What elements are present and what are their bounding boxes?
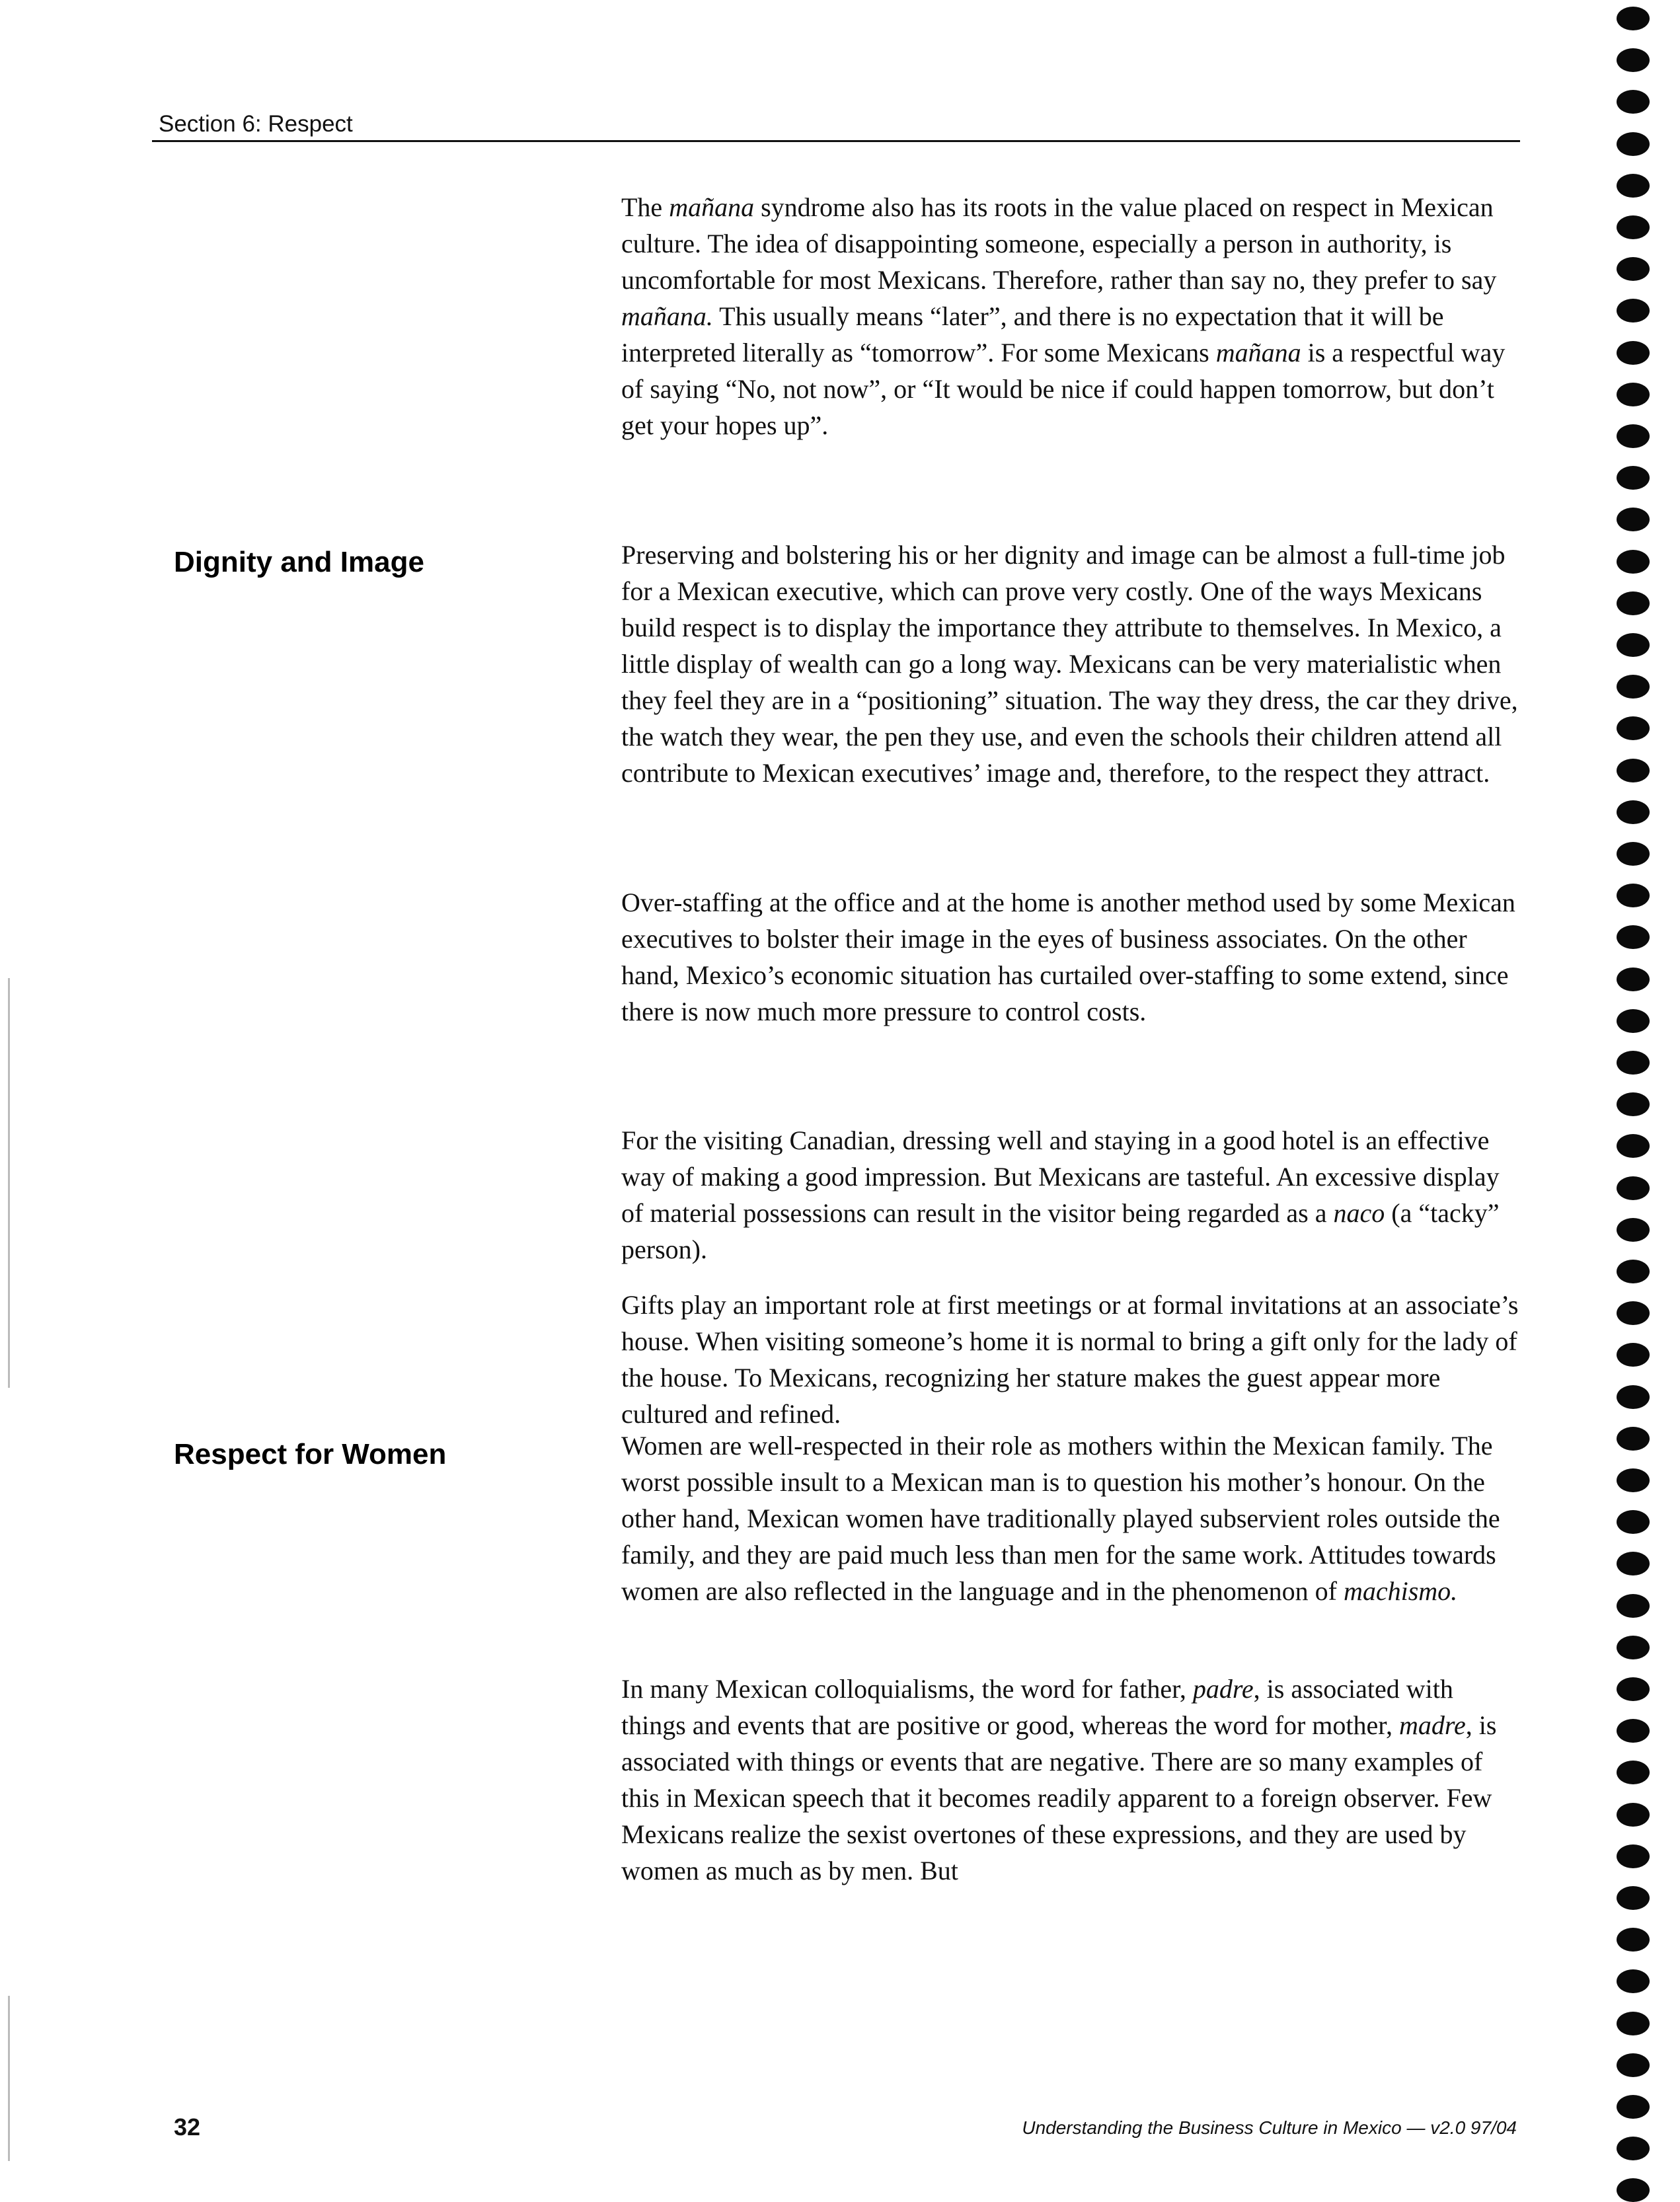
scan-margin-line (8, 1996, 10, 2161)
paragraph-over-staffing: Over-staffing at the office and at the home is another method used by some Mexican executives to bolster their image in the eyes of business associates. On the other hand, Mexico’s economic situation has curtailed over-staffing to some extend, since there is now much more pressure to control costs. (621, 888, 1515, 1026)
scan-margin-line (8, 978, 10, 1388)
binding-hole (1617, 1427, 1650, 1451)
binding-hole (1617, 1886, 1650, 1910)
binding-hole (1617, 1301, 1650, 1325)
italic-term: madre (1398, 1710, 1466, 1740)
spiral-binding-holes (1617, 0, 1656, 2200)
italic-term: machismo. (1343, 1576, 1458, 1606)
binding-hole (1617, 215, 1650, 239)
binding-hole (1617, 174, 1650, 198)
binding-hole (1617, 2137, 1650, 2160)
binding-hole (1617, 1134, 1650, 1158)
binding-hole (1617, 1092, 1650, 1116)
binding-hole (1617, 1510, 1650, 1534)
binding-hole (1617, 1385, 1650, 1409)
binding-hole (1617, 2095, 1650, 2119)
binding-hole (1617, 1594, 1650, 1618)
paragraph-visiting-canadian: For the visiting Canadian, dressing well and staying in a good hotel is an effective way of making a good impression. But Mexicans are tasteful. An excessive display of material possessions can result in the visitor being regarded as a naco (a “tacky” person). (621, 1125, 1500, 1264)
section-header: Section 6: Respect (159, 111, 353, 137)
binding-hole (1617, 1176, 1650, 1200)
italic-term: padre (1192, 1674, 1254, 1704)
binding-hole (1617, 1761, 1650, 1784)
binding-hole (1617, 1719, 1650, 1743)
italic-term: mañana (1215, 338, 1301, 367)
binding-hole (1617, 48, 1650, 72)
binding-hole (1617, 716, 1650, 740)
binding-hole (1617, 424, 1650, 448)
binding-hole (1617, 675, 1650, 699)
binding-hole (1617, 1468, 1650, 1492)
binding-hole (1617, 1009, 1650, 1033)
footer-title: Understanding the Business Culture in Mexico — v2.0 97/04 (1022, 2117, 1517, 2138)
page-number: 32 (174, 2113, 201, 2141)
binding-hole (1617, 508, 1650, 531)
paragraph-manana-syndrome: The mañana syndrome also has its roots in the value placed on respect in Mexican culture. The idea of disappointing someone, especially a person in authority, is uncomfortable for most Mexicans. Therefore, rather than say no, they prefer to say mañana. This usually means “later”, and there is no expectation that it will be interpreted literally as “tomorrow”. For some Mexicans mañana is a respectful way of saying “No, not now”, or “It would be nice if could happen tomorrow, but don’t get your hopes up”. (621, 192, 1506, 440)
paragraph-gifts: Gifts play an important role at first meetings or at formal invitations at an associate’s house. When visiting someone’s home it is normal to bring a gift only for the lady of the house. To Mexicans, recognizing her stature makes the guest appear more cultured and refined. (621, 1290, 1519, 1429)
italic-term: naco (1333, 1198, 1385, 1228)
binding-hole (1617, 1803, 1650, 1827)
italic-term: mañana (669, 192, 755, 222)
heading-dignity-and-image: Dignity and Image (174, 546, 424, 578)
binding-hole (1617, 1636, 1650, 1659)
binding-hole (1617, 2178, 1650, 2202)
binding-hole (1617, 800, 1650, 824)
binding-hole (1617, 1343, 1650, 1367)
binding-hole (1617, 968, 1650, 991)
binding-hole (1617, 299, 1650, 323)
binding-hole (1617, 1969, 1650, 1993)
binding-hole (1617, 1928, 1650, 1952)
binding-hole (1617, 925, 1650, 949)
italic-term: mañana. (621, 301, 713, 331)
binding-hole (1617, 383, 1650, 406)
binding-hole (1617, 633, 1650, 657)
binding-hole (1617, 1051, 1650, 1075)
paragraph-colloquialisms: In many Mexican colloquialisms, the word for father, padre, is associated with things and events that are positive or good, whereas the word for mother, madre, is associated with things or events that are negative. There are so many examples of this in Mexican speech that it becomes readily apparent to a foreign observer. Few Mexicans realize the sexist overtones of these expressions, and they are used by women as much as by men. But (621, 1674, 1497, 1885)
paragraph-dignity-image: Preserving and bolstering his or her dignity and image can be almost a full-time job for a Mexican executive, which can prove very costly. One of the ways Mexicans build respect is to display the importance they attribute to themselves. In Mexico, a little display of wealth can go a long way. Mexicans can be very materialistic when they feel they are in a “positioning” situation. The way they dress, the car they drive, the watch they wear, the pen they use, and even the schools their children attend all contribute to Mexican executives’ image and, therefore, to the respect they attract. (621, 540, 1518, 788)
binding-hole (1617, 1260, 1650, 1283)
binding-hole (1617, 1552, 1650, 1576)
binding-hole (1617, 1677, 1650, 1701)
binding-hole (1617, 759, 1650, 782)
binding-hole (1617, 1218, 1650, 1242)
paragraph-women-respect: Women are well-respected in their role as mothers within the Mexican family. The worst possible insult to a Mexican man is to question his mother’s honour. On the other hand, Mexican women have traditionally played subservient roles outside the family, and they are paid much less than men for the same work. Attitudes towards women are also reflected in the language and in the phenomenon of machismo. (621, 1431, 1500, 1606)
binding-hole (1617, 257, 1650, 281)
binding-hole (1617, 842, 1650, 866)
binding-hole (1617, 591, 1650, 615)
binding-hole (1617, 2012, 1650, 2035)
binding-hole (1617, 7, 1650, 30)
binding-hole (1617, 132, 1650, 156)
binding-hole (1617, 550, 1650, 574)
binding-hole (1617, 341, 1650, 365)
binding-hole (1617, 2053, 1650, 2077)
binding-hole (1617, 90, 1650, 114)
binding-hole (1617, 1844, 1650, 1868)
header-rule (152, 140, 1520, 142)
binding-hole (1617, 884, 1650, 907)
binding-hole (1617, 466, 1650, 490)
heading-respect-for-women: Respect for Women (174, 1438, 447, 1470)
